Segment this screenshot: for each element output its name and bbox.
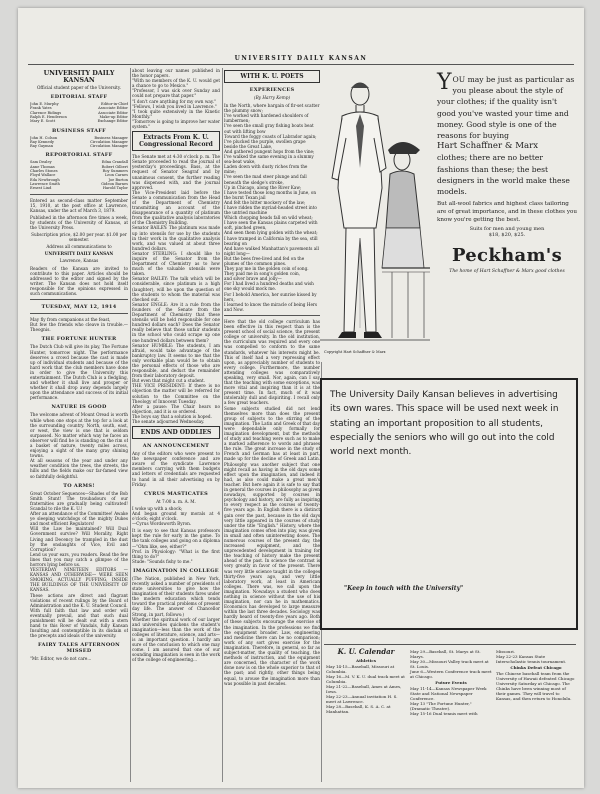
reportorial-staff-row-cell: Edna Crandall	[101, 160, 128, 165]
ad-text: OU may be just as particular as you please about the style of your clothes; if the quality isn't good you've wasted your time and money. Good style is one of the reasons for buying	[437, 75, 575, 141]
dateline: TUESDAY, MAY 12, 1914	[41, 304, 117, 311]
article-text: The Senate met at 4:30 o'clock p. m. The Senate proceeded to read the journal of yesterday's proceedings. Bass, at the request of Senator Seagraf and by unanimous consent, the further reading was dispensed with, and the journal approved. The Vice-President laid before the Senate a communication from the Head of the Department of Chemistry transmitting an account of the disappearance of a quantity of platinum from the qualitative analysis laboratories of the Chemistry Building. Senator BAILEY: The platinum was made up into utensils for use by the students in their work in the qualitative analysis work, and was valued at about three hundred dollars. Senator STERLING: I should like to inquire of the Senator from the Department of Chemistry as to how much of the valuable utensils were taken. Senator BAILEY: The talk which will be considerable, since platinum is a high (laughter), will be upon the question of the students to whom the material was checked out. Senator ENGLE: Are it a rule from the founders of the Senate from the Department of Chemistry that these utensils will be held responsible for one hundred dollars each? Does the Senator really believe that those unfair students in the school who could scrape up one one hundred dollars between them? Senator HUMBLE: The students, I am afraid, would take advantage of the bankruptcy law. It seems to me that the only workable plan would be to obtain the personal effects of those who are responsible, and deduct the remainder from their laboratory deposit. But even that might cut a student. THE VICE PRESIDENT: If there is no objection the matter will be referred for solution to the Committee on the Theology of Innocent Tuesday. After a pause: The Chair hears no objection, and it is so ordered. The boys say that a solution is hoped. The senate adjourned Wednesday.	[132, 154, 220, 424]
headline-chinks: Chinks Defeat Chicago	[510, 665, 562, 670]
illustration-credit: Copyright Hart Schaffner & Marx	[324, 350, 386, 354]
poem-title: EXPERIENCES	[249, 87, 295, 93]
address-line: UNIVERSITY DAILY KANSAN	[44, 251, 114, 257]
column-three	[224, 68, 320, 782]
fashion-illustration	[320, 68, 430, 362]
calendar-item: May 29—Baseball, St. Marys at St. Marys.	[410, 649, 481, 659]
headline-nature: NATURE IS GOOD	[51, 404, 107, 411]
column-editorial	[30, 68, 128, 782]
business-staff-row-cell: Circulation Manager	[90, 144, 128, 149]
time-line: At 7:00 a. m. A. M.	[156, 498, 196, 504]
future-events-heading: Future Events	[435, 680, 467, 685]
headline-congressional-record: Extracts From K. U. Congressional Record	[132, 131, 220, 151]
reportorial-staff-row-cell: Harold Taylor	[102, 186, 128, 191]
poem: I woke up with a shock; And began ground my morals at 4 o'clock; eight o'clock. —Cyrus Wordsworth Byron.	[132, 505, 220, 527]
headline-announcement: AN ANNOUNCEMENT	[142, 443, 210, 450]
published-note: Published in the afternoon five times a week, by students of the University of Kansas, at the University Press.	[30, 214, 128, 231]
article-text: The Chinese baseball team from the University of Hawaii defeated Chicago University Saturday at Chicago. The Chinks have been winning most of their games. They will travel to Kansas, and then return to Honolulu.	[496, 671, 575, 701]
athletics-heading: Athletics	[356, 658, 376, 663]
address-heading: Address all communications to	[46, 244, 112, 250]
calendar-item: Missouri.	[496, 649, 515, 654]
article-text: about leaving our names published in the honor papers. "With no members of the K. U. would get a chance to go to Mexico." "Professor, I was sick over Sunday and could not prepare that paper." "I don't care anything for my own way." "Fellows, I wish you lived in Lawrence." "I took quite extensively in the Kinetic Monthly." "Tomorrow is going to improve her water system."	[132, 68, 220, 130]
calendar-item: May 16—M. V. K. U. dual track meet at Columbia.	[326, 674, 405, 684]
ad-text: clothes; there are no better fashions than these; the best designers in the world make these models.	[437, 153, 570, 197]
editorial-staff-heading: EDITORIAL STAFF	[50, 94, 108, 101]
headline-ends-oddlies: ENDS AND ODDLIES	[132, 426, 220, 439]
article-text: "Mr. Editor, we do not care...	[30, 656, 92, 662]
paper-name: UNIVERSITY DAILY KANSAN	[43, 69, 115, 84]
headline-ku-poets: WITH K. U. POETS	[224, 70, 320, 83]
reportorial-staff-row-cell: Roy Summers	[102, 169, 128, 174]
headline-imagination: IMAGINATION IN COLLEGE	[133, 567, 219, 574]
article-text: Here that the old college curriculum has been effective in this respect than is the present school of social science, the present college or university. In the old institution, the curriculum was required and every one was compelled to conform to the same standards, whatever his interests might be. This of itself had a very repressing effect upon, as appreciably number of students to every college. Furthermore, the number attending colleges was comparatively speaking, very small. Nor, again, can I say that the teaching with some exceptions, was more vital and inspiring than it is at the present time. In fact, much of it was intolerably dull and dispiriting. I recall only a few great teachers. Some subjects studied did not lend themselves more than does the present group of subjects to the stirring of the imagination. The Latin and Greek of that day were dependable only formally for imagination development, but the methods of study and teaching were such as to make a marked adherence to words and phrases the rule. The great increase in the study of French and German has at least in part, made up for the decline of Greek and Latin. Philosophy was another subject that one might recall as having in the old days some effect upon the imagination, and indeed it had, as also could make a great men's teacher. But here again it is safe to say that in general the courses in philosophy as given nowadays, supported by courses in psychology and history, are fully as inspiring to every respect as the courses of twenty-five years ago. In English there is a distinct gain over the past, because in the old days very little appeared in the courses of study under the title "English." History, where the imagination comes often into play, was given in small and often uninteresting doses. The numerous courses of the present day, the increased equipment, and the unprecedented development in training for the teaching of history make the present ahead of the past. In science the contrast is very greatly in favor of the present. There was very little science taught in the colleges thirty-five years ago, and very little laboratory work, at least in American colleges. There was, we call upon the imagination. Nowadays a student who does nothing in science without the use of his imagination, nor can he in mathematics. Economics has developed to large measure within the last three decades. Sociology was hardly heard of twenty-five years ago. Both of these subjects encourage the exercise of the imagination. In the professions we find the equipment broader. Law, engineering and medicine there can be no comparison; work of any sort gives exercise for the imagination. Therefore, in general, so far as subject-matter, the quality of teaching, the methods of instruction, and the equipment are concerned, the character of the work done now is on the whole superior to that of the past; and rightly, other things being equal, to arouse the imagination more than was possible in past decades.	[224, 318, 320, 686]
editorial-staff-row-cell: Make-up Editor	[99, 114, 128, 119]
calendar-item: May 22-23—Annual invitation H. S. meet at Lawrence.	[326, 694, 398, 704]
house-ad-text: The University Daily Kansan believes in advertising its own wares. This space will be used next week in stating an important proposition to all students, especially the seniors who will go out into the cold world next month.	[330, 390, 559, 458]
headline-to-arms: TO ARMS!	[63, 482, 95, 489]
reportorial-staff-row-cell: Joe Burton	[108, 177, 128, 182]
business-staff-heading: BUSINESS STAFF	[51, 127, 106, 134]
suit-prices: Suits for men and young men $18, $20, $25.	[469, 226, 545, 239]
masthead-title: UNIVERSITY DAILY KANSAN	[234, 55, 368, 62]
ad-copy	[437, 70, 577, 277]
calendar-item: May 11-14—Kansas Newspaper Week State and National Newspaper Conference.	[410, 686, 487, 701]
readers-notice: Readers of the Kansan are invited to contribute to this paper. Articles should be addressed to the editor and signed by the writer. The Kansan does not hold itself responsible for the opinions expressed in such communications.	[30, 265, 128, 297]
editorial-staff-row-cell: Mary E. Scott	[30, 119, 56, 124]
editorial-staff-row-cell: John E. Murphy	[30, 102, 59, 107]
drop-cap: Y	[437, 70, 452, 95]
store-tagline: The home of Hart Schaffner & Marx good clothes	[449, 269, 565, 275]
editorial-staff-row-cell: Editor-in-Chief	[101, 102, 128, 107]
calendar-item: May 13 "The Fortune Hunter," (Dramatic Theatre).	[410, 701, 472, 711]
quote: May fly from companions at the feast, But few the friends who cleave in trouble.—Theognis.	[30, 317, 128, 333]
athletics-list-continued	[410, 649, 492, 679]
article-text: The Dutch Club will give its play, The Fortune Hunter, tomorrow night. The performance deserves a crowd because the cast is made up of individual students and because of the hard work that the club members have done in order to give the University this entertainment. The Dutch Club is a fledgling, and whether it shall live and prosper or whether it shall drop away depends largely upon the attendance and success of its initial performance.	[30, 344, 128, 401]
calendar-item: May 14-15—Baseball, Missouri at Columbia.	[326, 664, 395, 674]
newspaper-page	[18, 8, 584, 788]
editorial-staff-row-cell: Associate Editor	[98, 106, 128, 111]
headline-cyrus: CYRUS MASTICATES	[143, 490, 209, 497]
calendar-title: K. U. Calendar	[337, 647, 395, 656]
reportorial-staff-row-cell: Eda Newbrough	[30, 177, 60, 182]
column-two	[132, 68, 220, 782]
business-staff-row-cell: Ray Gayman	[30, 144, 54, 149]
editorial-staff-list	[30, 102, 128, 123]
address-line: Lawrence, Kansas	[59, 258, 99, 264]
ad-text: But all-wool fabrics and highest class tailoring are of great importance, and in these clothes you know you're getting the best.	[437, 201, 577, 224]
clothing-advertisement	[320, 68, 580, 368]
business-staff-row-cell: Circulation Manager	[90, 139, 128, 144]
future-events-list	[410, 686, 492, 716]
editorial-staff-row-cell: Frank Yates	[30, 106, 52, 111]
editorial-staff-row-cell: Ralph E. Henderson	[30, 114, 67, 119]
article-text: The welcome advent of Mount Oread is worth while when one stops at the top for a look at the surrounding country. North, south, east, or west, the view is one that is seldom surpassed. No matter which way he faces an observer will find he is standing on the rim of a basket of nature, twenty miles across, enjoying a sight of the many gray shining towns. At all seasons of the year and under any weather condition the trees, the streets, the hills and the fields make our far-famed view so faithfully delightful.	[30, 412, 128, 479]
athletics-list	[326, 664, 406, 714]
mail-note: Entered as second-class matter September 15, 1910, at the post office at Lawrence, Kansas, under the act of March 3, 1879.	[30, 197, 128, 213]
reportorial-staff-row-cell: Gideon Barnes	[101, 181, 128, 186]
masthead	[28, 54, 574, 65]
reportorial-staff-row-cell: Anne Thomas	[30, 164, 55, 169]
ku-calendar	[324, 644, 576, 787]
reportorial-staff-row-cell: Ernest Lind	[30, 186, 52, 191]
column-rule	[130, 68, 131, 782]
business-staff-row-cell: Business Manager	[94, 135, 128, 140]
article-text: It is easy to see that Kansas professors kept the rule for early in the game. To the tank colleges and going on a diploma—"Ohm like, see, either?" Prof. in Physiology: "What is the first thing to do?" Stude: "Sounds fishy to me."	[132, 528, 220, 564]
calendar-item: May 21-22—Baseball, Ames at Ames, Iowa.	[326, 684, 402, 694]
reportorial-staff-list	[30, 160, 128, 190]
business-staff-row	[30, 144, 128, 148]
store-name: Peckham's	[451, 245, 563, 267]
article-text: Great October Sequences—Shades of the Bob Smith Stunt! The troubadours of our fraternities are gradually being cultivated! Scandal to rile the K. U.! After an attendance of the Committee! Awake ye sleeping watchdogs of the mighty Dukes and most efficient Regulators! Will the Law be maintained? Will Dual Government survive? Will Morality, Right Living and Decency be trampled in the dust by the onslaughts of Vice, Evil and Corruption? Lend us your ears, you readers. Read the few lines that you may catch a glimpse of the horrors lying before us. YESTERDAY NINETEEN EDITORS —KANSAS AND OTHERWISE— WERE SEEN SMOKING, ACTUALLY PUFFING, INSIDE THE BUILDINGS OF THE UNIVERSITY OF KANSAS. These actions are direct and flagrant violations of recent rulings by the Board of Administration and the K. U. Student Council. With full faith that law and order will eventually prevail, and that such dual punishment will be dealt out with a stern hand to this Rowr of Vandals, fully Kansan Insulting and contemptible in its disdain of the precepts and ideals of the university.	[30, 490, 128, 639]
calendar-item: June 6—Western Conference track meet at Chicago.	[410, 669, 492, 679]
reportorial-staff-row-cell: Sam Dealey	[30, 160, 52, 165]
headline-fortune-hunter: THE FORTUNE HUNTER	[41, 336, 117, 343]
reportorial-staff-row-cell: Robert Gilbert	[101, 164, 128, 169]
calendar-item: May 30—Missouri Valley track meet at St. Louis.	[410, 659, 489, 669]
calendar-item: May 15-16 Dual tennis meet with	[410, 711, 478, 716]
reportorial-staff-row-cell: Lawrence Smith	[30, 181, 60, 186]
business-staff-row-cell: Ray Kennedy	[30, 139, 54, 144]
headline-fairy-tales: FAIRY TALES AFTERNOON MISSED	[37, 642, 121, 655]
future-events-continued	[496, 649, 576, 664]
editorial-staff-row-cell: Exchange Editor	[97, 119, 128, 124]
calendar-item: May 28—Baseball, K. S. A. C. at Manhattan.	[326, 704, 391, 714]
reportorial-staff-row-cell: Leon Carnes	[104, 173, 128, 178]
calendar-item: May 22-23 Kansas State Interscholastic tennis tournament.	[496, 654, 567, 664]
official-note: Official student paper of the University.	[37, 85, 121, 90]
editorial-staff-row-cell: Associate Editor	[98, 110, 128, 115]
reportorial-staff-row-cell: Charles Stones	[30, 169, 58, 174]
article-text: (The Nation, published in New York, recently asked a number of presidents of state universities to give how the imagination of their students fares under the modern education which tends toward the practical problems of present day life. The answer of Chancellor Strong, in part, follows:) Whether the spiritual work of our larger and universities quickens the student's imagination—less than the work of the colleges of literature, science, and arts—is an important question. I hardly am sure of the conclusion to which one may come. I am assured that one of our sounding imagination is seen in the work of the college of engineering...	[132, 575, 220, 663]
house-ad-slogan: "Keep in touch with the University"	[344, 585, 464, 592]
editorial-staff-row-cell: Clarence Ridings	[30, 110, 62, 115]
editorial-staff-row	[30, 119, 128, 123]
business-staff-list	[30, 136, 128, 149]
poem-byline: (By Harry Kemp)	[253, 95, 291, 100]
business-staff-row-cell: John H. Colson	[30, 135, 58, 140]
column-rule	[222, 68, 223, 782]
reportorial-staff-heading: REPORTORIAL STAFF	[45, 152, 113, 159]
subscription-note: Subscription price, $2.00 per year. $1.00 per semester.	[31, 232, 127, 243]
article-text: Any of the editors who were present to the newspaper conference and are aware of the syndicate Lawrence members carrying with them budgets and letters of credentials are requested to hand in all their advertising on by Friday.	[132, 451, 220, 487]
reportorial-staff-row	[30, 186, 128, 190]
kansan-house-ad	[320, 378, 578, 630]
brand-name: Hart Schaffner & Marx	[437, 141, 539, 152]
reportorial-staff-row-cell: Floyd Wallace	[30, 173, 56, 178]
poem: In the North, where bargain of fir-set scatter the plummy snow; I've worked with hardened shoulders of lumbermen; I've seen the small gray fishing boats beat out with lifting bow Toward the foggy coasts of Labrador again; I've plucked the purple, swollen grape beside the Great Lake, And gathered pungent hops from the vine; I've walked the same evening in a slummy sea-beat wake, Laden down with dusty riches from the mine; I've seen the mad steer plunge and fall beneath the sledge's stroke, Up in Chicago, along the River Kaw; I have tested those long months in June, on the burnt Texan jail And felt the bitter mockery of the law; I have ridden the myriad-headed street into the untried machine Which chopping heads fall on wild wheat; I have seen the Kansas plains carpeted with soft, pinched green, And seen them lying golden with the wheat; I have tramped in California by the sea, still bearing on And have walked Manhattan's pavements all night long— But the bees free-lived and fed on the plumes of the common pines. They pay me in the golden coin of song. They paid me in song's golden coin, and silver brave and jolly— For I had lived a hundred deaths and wish one sky would mock me. For I behold America, her sunrise kissed by hers, I learned to know the miracle of being Hers and Now.	[224, 103, 320, 312]
